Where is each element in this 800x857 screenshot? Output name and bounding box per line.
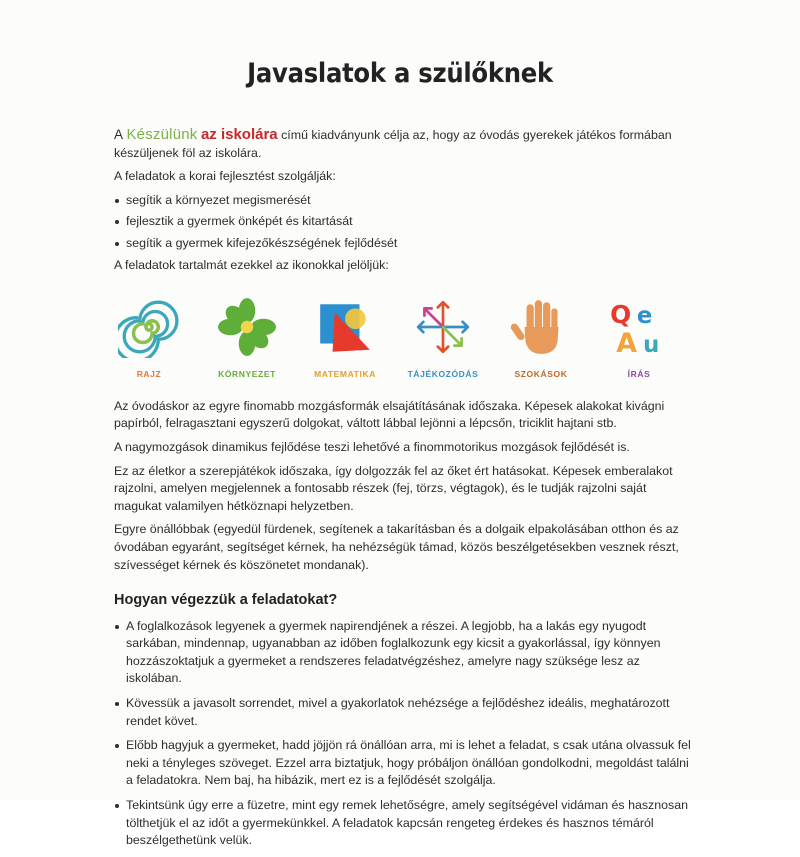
brand-name-green: Készülünk bbox=[126, 126, 198, 143]
section-heading: Hogyan végezzük a feladatokat? bbox=[114, 592, 338, 609]
list-item: segítik a gyermek kifejezőkészségének fejlődését bbox=[114, 235, 694, 253]
letters-icon bbox=[608, 296, 670, 358]
icons-intro: A feladatok tartalmát ezekkel az ikonokkal jelöljük: bbox=[114, 257, 389, 272]
icon-legend bbox=[114, 296, 674, 384]
brand-name-red: az iskolára bbox=[200, 126, 278, 143]
icon-item-matematika bbox=[310, 296, 380, 384]
svg-text:Q: Q bbox=[610, 300, 632, 330]
svg-text:A: A bbox=[616, 327, 638, 359]
icon-item-iras bbox=[604, 296, 674, 384]
paragraph: Ez az életkor a szerepjátékok időszaka, így dolgozzák fel az őket ért hatásokat. Képesek emberalakot rajzolni, amelyen megjelennek a fontosabb részek (fej, törzs, végtagok), és le tudják rajzolni saját magukat valamilyen hétköznapi helyzetben. bbox=[114, 463, 673, 513]
arrows-icon bbox=[412, 296, 474, 358]
tasks-intro: A feladatok a korai fejlesztést szolgálják: bbox=[114, 169, 336, 184]
shapes-icon bbox=[314, 296, 376, 358]
icon-item-szokasok bbox=[506, 296, 576, 384]
spiral-icon bbox=[118, 296, 180, 358]
hand-icon bbox=[510, 296, 572, 358]
flower-icon bbox=[216, 296, 278, 358]
paragraph: Egyre önállóbbak (egyedül fürdenek, segítenek a takarításban és a dolgaik elpakolásában otthon és az óvodában egyaránt, segítséget kérnek, ha nehézségük támad, közös beszélgetésekben vesznek részt, szívességet kérnek és köszönetet mondanak). bbox=[114, 522, 679, 572]
icon-item-rajz bbox=[114, 296, 184, 384]
icon-label: RAJZ bbox=[136, 369, 162, 380]
icon-label: KÖRNYEZET bbox=[218, 369, 276, 380]
list-item: segítik a környezet megismerését bbox=[114, 192, 694, 210]
main-content bbox=[114, 126, 694, 857]
icon-label: TÁJÉKOZÓDÁS bbox=[407, 369, 479, 380]
icon-item-kornyezet bbox=[212, 296, 282, 384]
list-item: Kövessük a javasolt sorrendet, mivel a gyakorlatok nehézsége a fejlődéshez ideális, meghatározott rendet követ. bbox=[114, 695, 694, 730]
goals-list bbox=[114, 192, 694, 253]
paragraph: A nagymozgások dinamikus fejlődése teszi lehetővé a finommotorikus mozgások fejlődését is. bbox=[114, 439, 630, 454]
intro-text: című kiadványunk célja az, hogy az óvodás gyerekek játékos formában készüljenek föl az iskolára. bbox=[114, 128, 672, 160]
list-item: A foglalkozások legyenek a gyermek napirendjének a részei. A legjobb, ha a lakás egy nyugodt sarkában, mindennap, ugyanabban az időben foglalkozunk egy kicsit a gyakorlással, így könnyen hozzászoktatjuk a gyermeket a rendszeres feladatvégzéshez, amelyre nagy szüksége lesz az iskolában. bbox=[114, 618, 694, 688]
intro-paragraph bbox=[114, 126, 694, 162]
list-item: Tekintsünk úgy erre a füzetre, mint egy remek lehetőségre, amely segítségével vidáman és hasznosan tölthetjük el az időt a gyermekünkkel. A feladatok kapcsán rengeteg érdekes és hasznos témáról beszélgethetünk velük. bbox=[114, 797, 694, 850]
icon-label: ÍRÁS bbox=[627, 369, 651, 380]
brand-prefix: A bbox=[114, 127, 124, 142]
paragraph: Az óvodáskor az egyre finomabb mozgásformák elsajátításának időszaka. Képesek alakokat kivágni papírból, felragasztani egyszerű dolgokat, váltott lábbal lejönni a lépcsőn, triciklit hajtani stb. bbox=[114, 398, 665, 431]
page-title: Javaslatok a szülőknek bbox=[247, 58, 553, 89]
icon-item-tajekozodas bbox=[408, 296, 478, 384]
list-item: fejlesztik a gyermek önképét és kitartását bbox=[114, 213, 694, 231]
list-item: Előbb hagyjuk a gyermeket, hadd jöjjön rá önállóan arra, mi is lehet a feladat, s csak utána olvassuk fel neki a tényleges szöveget. Ezzel arra biztatjuk, hogy próbáljon önállóan gondolkodni, megoldást találni a feladatokra. Nem baj, ha hibázik, mert ez is a fejlődését szolgálja. bbox=[114, 737, 694, 790]
svg-text:u: u bbox=[643, 331, 660, 358]
icon-label: SZOKÁSOK bbox=[514, 369, 568, 380]
how-to-list bbox=[114, 618, 694, 850]
svg-text:e: e bbox=[636, 303, 653, 330]
icon-label: MATEMATIKA bbox=[314, 369, 376, 380]
